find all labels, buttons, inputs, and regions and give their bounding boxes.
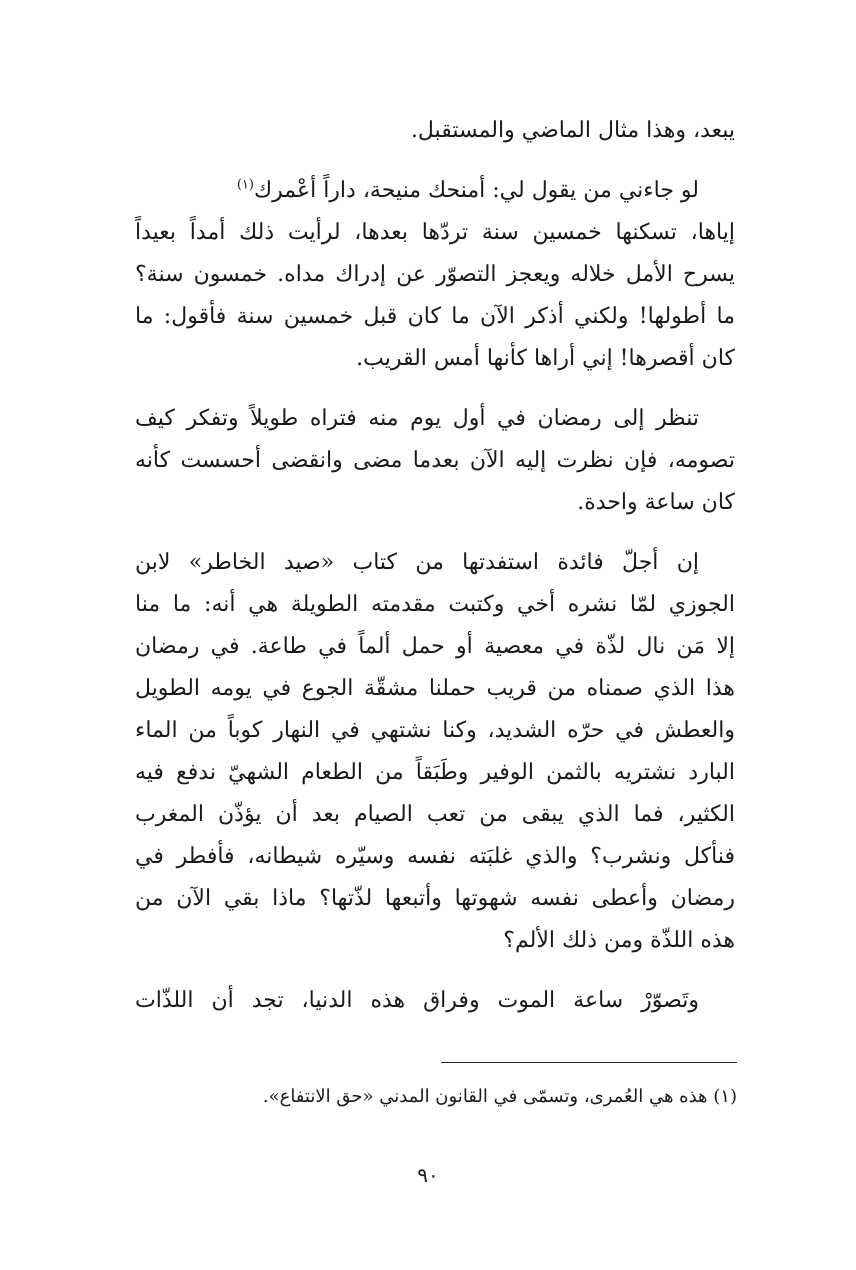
- body-text: [135, 110, 735, 1022]
- text-line: يسرح الأمل خلاله ويعجز التصوّر عن إدراك مداه. خمسون سنة؟: [135, 262, 735, 287]
- text-line: إلا مَن نال لذّة في معصية أو حمل ألماً في طاعة. في رمضان: [135, 634, 735, 659]
- text-line-content: لو جاءني من يقول لي: أمنحك منيحة، داراً أعْمرك: [253, 178, 699, 203]
- text-line: فنأكل ونشرب؟ والذي غلبَته نفسه وسيّره شيطانه، فأفطر في: [135, 844, 735, 869]
- text-line: كان أقصرها! إني أراها كأنها أمس القريب.: [356, 346, 735, 371]
- paragraph-gap: [135, 380, 735, 398]
- text-line: [135, 170, 735, 212]
- text-line: إن أجلّ فائدة استفدتها من كتاب «صيد الخاطر» لابن: [135, 550, 699, 575]
- text-line: تصومه، فإن نظرت إليه الآن بعدما مضى وانقضى أحسست كأنه: [135, 448, 735, 473]
- page-number: ٩٠: [417, 1163, 439, 1187]
- text-line: رمضان وأعطى نفسه شهوتها وأتبعها لذّتها؟ ماذا بقي الآن من: [135, 886, 735, 911]
- paragraph-gap: [135, 962, 735, 980]
- text-line: هذا الذي صمناه من قريب حملنا مشقّة الجوع في يومه الطويل: [135, 676, 735, 701]
- footnote-reference[interactable]: (١): [236, 177, 254, 193]
- paragraph-gap: [135, 524, 735, 542]
- text-line: تنظر إلى رمضان في أول يوم منه فتراه طويلاً وتفكر كيف: [135, 406, 699, 431]
- text-line: الكثير، فما الذي يبقى من تعب الصيام بعد أن يؤذّن المغرب: [135, 802, 735, 827]
- text-line: يبعد، وهذا مثال الماضي والمستقبل.: [410, 118, 735, 143]
- text-line: كان ساعة واحدة.: [577, 490, 735, 515]
- footnote: (١) هذه هي العُمرى، وتسمّى في القانون المدني «حق الانتفاع».: [262, 1086, 737, 1107]
- text-line: الجوزي لمّا نشره أخي وكتبت مقدمته الطويلة هي أنه: ما منا: [135, 592, 735, 617]
- text-line: إياها، تسكنها خمسين سنة تردّها بعدها، لرأيت ذلك أمداً بعيداً: [135, 220, 735, 245]
- text-line: هذه اللذّة ومن ذلك الألم؟: [503, 928, 735, 953]
- paragraph-gap: [135, 152, 735, 170]
- text-line: ما أطولها! ولكني أذكر الآن ما كان قبل خمسين سنة فأقول: ما: [135, 304, 735, 329]
- text-line: البارد نشتريه بالثمن الوفير وطَبَقاً من الطعام الشهيّ ندفع فيه: [135, 760, 735, 785]
- text-line: والعطش في حرّه الشديد، وكنا نشتهي في النهار كوباً من الماء: [135, 718, 735, 743]
- footnote-separator: [441, 1062, 737, 1063]
- text-line: وتَصوّرْ ساعة الموت وفراق هذه الدنيا، تجد أن اللذّات: [135, 988, 699, 1013]
